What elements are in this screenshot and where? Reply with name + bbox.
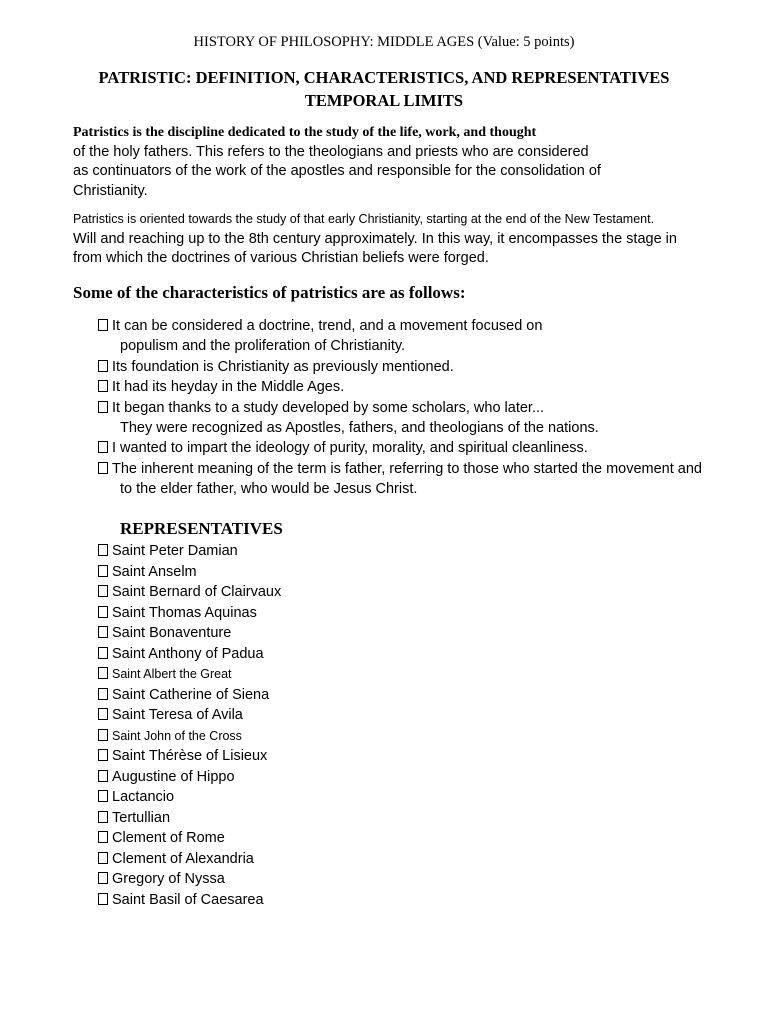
representative-item	[98, 767, 281, 788]
representative-name: Saint John of the Cross	[112, 728, 242, 743]
characteristic-item	[98, 377, 758, 397]
checkbox-icon	[98, 606, 108, 618]
representative-item	[98, 562, 281, 583]
checkbox-icon	[98, 893, 108, 905]
representative-item	[98, 582, 281, 603]
representative-name: Saint Teresa of Avila	[112, 707, 243, 723]
representative-item	[98, 603, 281, 624]
scope-line: Will and reaching up to the 8th century approximately. In this way, it encompasses the stage in	[73, 230, 677, 247]
representative-item	[98, 869, 281, 890]
characteristic-item	[98, 459, 758, 500]
checkbox-icon	[98, 688, 108, 700]
characteristic-item	[98, 438, 758, 458]
definition-paragraph	[73, 123, 753, 201]
scope-line: from which the doctrines of various Christian beliefs were forged.	[73, 250, 489, 266]
checkbox-icon	[98, 708, 108, 720]
representative-item	[98, 890, 281, 911]
checkbox-icon	[98, 872, 108, 884]
representative-item	[98, 664, 281, 685]
definition-line: Christianity.	[73, 182, 148, 199]
representative-item	[98, 808, 281, 829]
characteristics-heading: Some of the characteristics of patristics are as follows:	[73, 283, 466, 302]
representative-item	[98, 746, 281, 767]
checkbox-icon	[98, 441, 108, 453]
checkbox-icon	[98, 790, 108, 802]
checkbox-icon	[98, 770, 108, 782]
representative-name: Clement of Alexandria	[112, 850, 254, 867]
representative-name: Saint Bernard of Clairvaux	[112, 584, 282, 600]
checkbox-icon	[98, 729, 108, 741]
title-line-2: TEMPORAL LIMITS	[304, 91, 464, 110]
representative-name: Saint Thomas Aquinas	[112, 604, 257, 621]
checkbox-icon	[98, 749, 108, 761]
characteristic-text: Its foundation is Christianity as previously mentioned.	[112, 358, 454, 375]
representative-name: Lactancio	[112, 789, 175, 805]
definition-line: of the holy fathers. This refers to the theologians and priests who are considered	[73, 143, 589, 160]
checkbox-icon	[98, 565, 108, 577]
characteristic-continuation: populism and the proliferation of Christianity.	[120, 338, 406, 355]
checkbox-icon	[98, 585, 108, 597]
representative-name: Saint Anthony of Padua	[112, 645, 264, 662]
checkbox-icon	[98, 360, 108, 372]
characteristics-list	[98, 316, 758, 500]
characteristic-text: It began thanks to a study developed by some scholars, who later...	[112, 399, 545, 416]
representatives-list	[98, 541, 281, 910]
checkbox-icon	[98, 462, 108, 474]
representative-name: Saint Thérèse of Lisieux	[112, 748, 268, 764]
checkbox-icon	[98, 811, 108, 823]
checkbox-icon	[98, 647, 108, 659]
checkbox-icon	[98, 626, 108, 638]
definition-lead: Patristics is the discipline dedicated to the study of the life, work, and thought	[73, 125, 537, 140]
representative-name: Saint Bonaventure	[112, 625, 232, 641]
characteristic-item	[98, 398, 758, 439]
definition-line: as continuators of the work of the apostles and responsible for the consolidation of	[73, 163, 601, 179]
representative-item	[98, 623, 281, 644]
representative-name: Saint Peter Damian	[112, 543, 238, 559]
representative-item	[98, 849, 281, 870]
representative-name: Saint Basil of Caesarea	[112, 891, 264, 908]
characteristic-item	[98, 316, 758, 357]
checkbox-icon	[98, 852, 108, 864]
representative-name: Saint Catherine of Siena	[112, 686, 270, 703]
checkbox-icon	[98, 401, 108, 413]
representative-name: Clement of Rome	[112, 830, 225, 846]
characteristic-continuation: to the elder father, who would be Jesus Christ.	[120, 481, 418, 498]
representative-item	[98, 705, 281, 726]
checkbox-icon	[98, 319, 108, 331]
representative-item	[98, 726, 281, 747]
checkbox-icon	[98, 544, 108, 556]
representative-name: Saint Albert the Great	[112, 667, 232, 681]
representative-item	[98, 787, 281, 808]
document-header: HISTORY OF PHILOSOPHY: MIDDLE AGES (Value: 5 points)	[193, 34, 575, 50]
representatives-heading: REPRESENTATIVES	[120, 519, 283, 538]
characteristic-item	[98, 357, 758, 377]
representative-item	[98, 685, 281, 706]
representative-item	[98, 828, 281, 849]
representative-item	[98, 644, 281, 665]
checkbox-icon	[98, 667, 108, 679]
characteristic-text: It had its heyday in the Middle Ages.	[112, 379, 345, 396]
document-title	[0, 66, 768, 112]
characteristic-continuation: They were recognized as Apostles, fathers, and theologians of the nations.	[120, 420, 599, 437]
title-line-1: PATRISTIC: DEFINITION, CHARACTERISTICS, AND REPRESENTATIVES	[98, 68, 670, 87]
scope-lead: Patristics is oriented towards the study of that early Christianity, starting at the end of the New Testament.	[73, 212, 655, 226]
representative-name: Gregory of Nyssa	[112, 871, 225, 887]
representative-name: Saint Anselm	[112, 563, 197, 580]
checkbox-icon	[98, 380, 108, 392]
representative-name: Augustine of Hippo	[112, 768, 235, 785]
checkbox-icon	[98, 831, 108, 843]
characteristic-text: It can be considered a doctrine, trend, and a movement focused on	[112, 318, 543, 334]
scope-paragraph	[73, 210, 763, 269]
representative-item	[98, 541, 281, 562]
representative-name: Tertullian	[112, 809, 171, 826]
characteristic-text: I wanted to impart the ideology of purity, morality, and spiritual cleanliness.	[112, 440, 588, 457]
characteristic-text: The inherent meaning of the term is father, referring to those who started the movement and	[112, 460, 702, 477]
